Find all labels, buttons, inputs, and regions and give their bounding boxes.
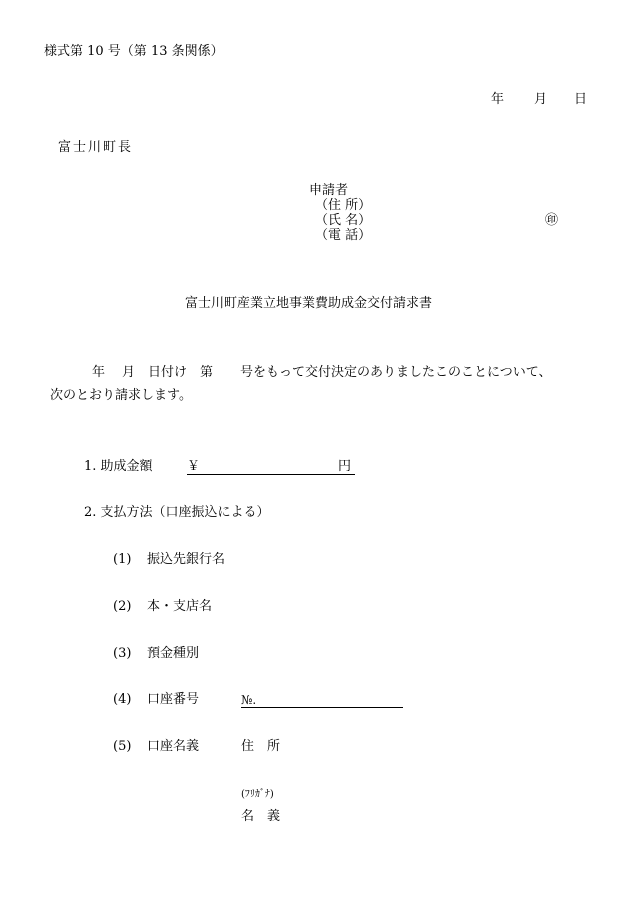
form-number: 様式第 10 号（第 13 条関係）	[44, 44, 224, 59]
furigana-label: (ﾌﾘｶﾞﾅ)	[241, 789, 274, 800]
applicant-address: （住 所）	[315, 198, 372, 213]
sub-3-label: 預金種別	[147, 646, 200, 661]
sub-4-label: 口座番号	[147, 692, 200, 707]
date-year: 年	[491, 92, 505, 107]
item-2-label: 2. 支払方法（口座振込による）	[84, 505, 270, 520]
body-dated: 日付け	[148, 365, 188, 380]
sub-1-label: 振込先銀行名	[147, 552, 226, 567]
applicant-name: （氏 名）	[315, 213, 372, 228]
sub-2-label: 本・支店名	[147, 599, 213, 614]
item-1-label: 1. 助成金額	[84, 459, 153, 474]
date-month: 月	[534, 92, 548, 107]
body-year: 年	[92, 365, 106, 380]
sub-2-num: (2)	[113, 599, 132, 614]
body-line2: 次のとおり請求します。	[50, 388, 192, 403]
seal-mark: ㊞	[545, 213, 559, 228]
sub-4-num: (4)	[113, 692, 132, 707]
holder-address-label: 住 所	[241, 739, 281, 754]
holder-name-label: 名 義	[241, 809, 281, 824]
yen-sign: ￥	[187, 459, 201, 474]
applicant-label: 申請者	[309, 183, 349, 198]
body-month: 月	[122, 365, 136, 380]
addressee: 富士川町長	[58, 140, 134, 155]
applicant-phone: （電 話）	[315, 228, 372, 243]
document-title: 富士川町産業立地事業費助成金交付請求書	[185, 296, 433, 311]
sub-3-num: (3)	[113, 646, 132, 661]
body-number-prefix: 第	[200, 365, 214, 380]
sub-5-label: 口座名義	[147, 739, 200, 754]
sub-5-num: (5)	[113, 739, 132, 754]
account-number-field	[241, 692, 403, 708]
amount-field	[187, 459, 355, 475]
sub-1-num: (1)	[113, 552, 132, 567]
number-sign: №.	[241, 693, 257, 707]
yen-unit: 円	[337, 459, 351, 474]
body-line1-rest: 号をもって交付決定のありましたこのことについて、	[240, 365, 552, 380]
date-day: 日	[574, 92, 588, 107]
